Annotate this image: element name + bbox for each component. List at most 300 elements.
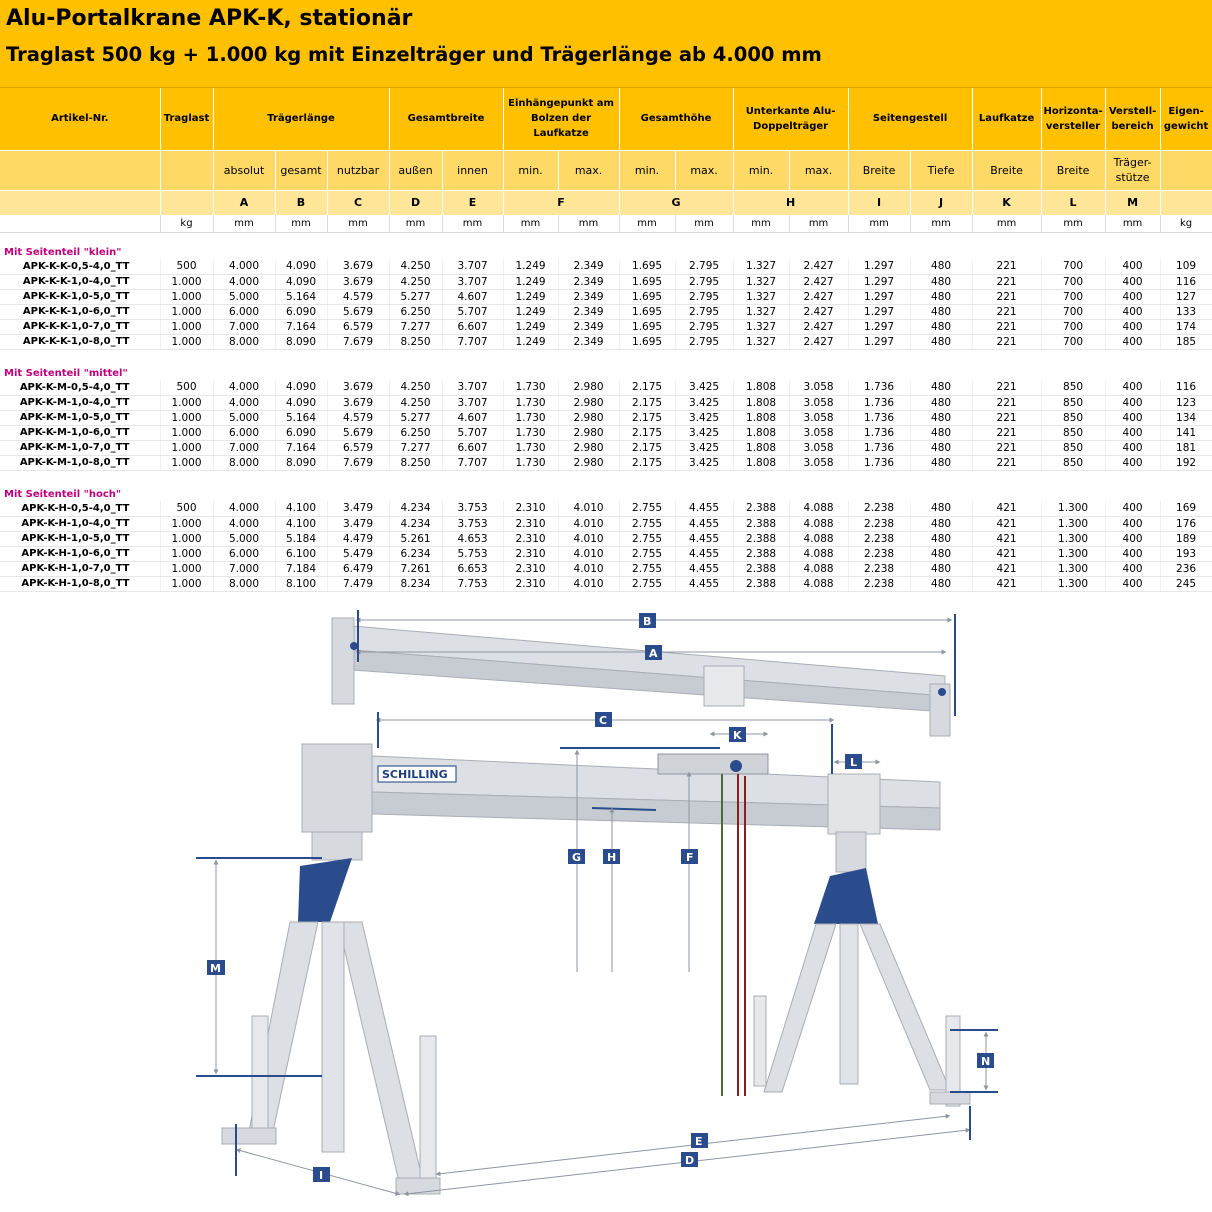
unit-cell: mm	[619, 215, 675, 232]
letter-cell	[1160, 190, 1212, 215]
table-cell: 1.808	[733, 455, 789, 470]
subheader-cell: außen	[389, 150, 442, 190]
table-cell: 4.088	[789, 576, 848, 591]
table-cell: 5.000	[213, 289, 275, 304]
table-cell: 7.184	[275, 561, 327, 576]
table-cell: 3.679	[327, 380, 389, 395]
table-cell: 480	[910, 425, 972, 440]
table-cell: 1.730	[503, 410, 558, 425]
label-l	[845, 754, 862, 769]
table-cell: 1.000	[160, 410, 213, 425]
table-cell: 6.479	[327, 561, 389, 576]
table-cell: 2.349	[558, 289, 619, 304]
svg-text:G: G	[572, 851, 582, 864]
table-cell: 3.058	[789, 395, 848, 410]
table-cell: 4.100	[275, 516, 327, 531]
subheader-cell: min.	[619, 150, 675, 190]
table-cell: 400	[1105, 455, 1160, 470]
table-cell: 1.000	[160, 531, 213, 546]
table-cell: 116	[1160, 274, 1212, 289]
table-cell: 221	[972, 410, 1041, 425]
table-cell: 4.653	[442, 531, 503, 546]
subheader-cell: Breite	[972, 150, 1041, 190]
table-cell: 7.707	[442, 455, 503, 470]
unit-cell: mm	[972, 215, 1041, 232]
table-cell: 8.090	[275, 334, 327, 349]
table-cell: 480	[910, 334, 972, 349]
table-cell: 5.184	[275, 531, 327, 546]
table-cell: 4.010	[558, 531, 619, 546]
table-cell: 3.425	[675, 440, 733, 455]
table-cell: 141	[1160, 425, 1212, 440]
label-b	[639, 613, 656, 628]
spacer-cell	[0, 232, 1212, 245]
table-cell: 6.000	[213, 546, 275, 561]
table-cell: 700	[1041, 304, 1105, 319]
table-cell: 1.808	[733, 395, 789, 410]
spec-table	[0, 88, 1212, 592]
table-cell: 7.679	[327, 334, 389, 349]
table-cell: 3.058	[789, 380, 848, 395]
table-cell: 3.707	[442, 259, 503, 274]
article-number: APK-K-H-1,0-5,0_TT	[0, 531, 160, 546]
svg-text:D: D	[685, 1154, 695, 1167]
table-cell: 3.679	[327, 259, 389, 274]
table-cell: 6.090	[275, 304, 327, 319]
letter-cell: J	[910, 190, 972, 215]
title-band	[0, 0, 1212, 88]
table-cell: 400	[1105, 410, 1160, 425]
table-cell: 6.250	[389, 304, 442, 319]
svg-text:N: N	[981, 1055, 991, 1068]
table-cell: 2.980	[558, 410, 619, 425]
letter-cell: G	[619, 190, 733, 215]
table-row	[0, 304, 1212, 319]
table-cell: 7.000	[213, 440, 275, 455]
table-cell: 3.058	[789, 440, 848, 455]
table-cell: 4.000	[213, 259, 275, 274]
table-cell: 3.753	[442, 501, 503, 516]
table-cell: 850	[1041, 410, 1105, 425]
table-row	[0, 425, 1212, 440]
table-cell: 1.000	[160, 334, 213, 349]
unit-cell: mm	[275, 215, 327, 232]
table-cell: 4.010	[558, 576, 619, 591]
table-cell: 480	[910, 501, 972, 516]
table-cell: 3.707	[442, 395, 503, 410]
section-label: Mit Seitenteil "mittel"	[4, 367, 128, 379]
table-cell: 4.579	[327, 410, 389, 425]
schilling-logo: SCHILLING	[382, 768, 448, 781]
table-cell: 2.795	[675, 319, 733, 334]
table-cell: 700	[1041, 289, 1105, 304]
subheader-cell: min.	[503, 150, 558, 190]
table-cell: 400	[1105, 425, 1160, 440]
table-cell: 5.679	[327, 304, 389, 319]
table-row	[0, 501, 1212, 516]
table-cell: 2.388	[733, 531, 789, 546]
table-cell: 480	[910, 304, 972, 319]
spacer-cell	[0, 470, 1212, 487]
table-cell: 400	[1105, 289, 1160, 304]
letter-cell: B	[275, 190, 327, 215]
table-cell: 1.249	[503, 334, 558, 349]
subheader-cell: Tiefe	[910, 150, 972, 190]
subheader-cell	[160, 150, 213, 190]
table-cell: 2.795	[675, 304, 733, 319]
table-cell: 400	[1105, 501, 1160, 516]
table-cell: 2.175	[619, 410, 675, 425]
table-cell: 192	[1160, 455, 1212, 470]
table-cell: 8.100	[275, 576, 327, 591]
table-cell: 2.427	[789, 304, 848, 319]
table-cell: 4.088	[789, 501, 848, 516]
subheader-cell: gesamt	[275, 150, 327, 190]
unit-cell: mm	[558, 215, 619, 232]
table-cell: 2.175	[619, 440, 675, 455]
table-cell: 2.238	[848, 576, 910, 591]
table-cell: 1.297	[848, 319, 910, 334]
unit-cell: mm	[1105, 215, 1160, 232]
table-cell: 1.000	[160, 516, 213, 531]
table-cell: 2.980	[558, 395, 619, 410]
table-cell: 6.234	[389, 546, 442, 561]
article-number: APK-K-M-1,0-6,0_TT	[0, 425, 160, 440]
table-cell: 1.249	[503, 319, 558, 334]
table-cell: 5.000	[213, 531, 275, 546]
table-cell: 5.707	[442, 304, 503, 319]
table-cell: 6.607	[442, 319, 503, 334]
table-cell: 480	[910, 395, 972, 410]
table-cell: 1.300	[1041, 561, 1105, 576]
unit-cell: mm	[910, 215, 972, 232]
subheader-cell: nutzbar	[327, 150, 389, 190]
table-cell: 3.679	[327, 395, 389, 410]
table-cell: 1.000	[160, 395, 213, 410]
table-cell: 221	[972, 395, 1041, 410]
table-cell: 185	[1160, 334, 1212, 349]
table-cell: 500	[160, 501, 213, 516]
table-cell: 480	[910, 440, 972, 455]
table-cell: 2.349	[558, 259, 619, 274]
table-cell: 8.250	[389, 455, 442, 470]
table-cell: 245	[1160, 576, 1212, 591]
table-cell: 2.980	[558, 455, 619, 470]
table-cell: 4.455	[675, 531, 733, 546]
table-cell: 3.425	[675, 380, 733, 395]
table-cell: 1.297	[848, 289, 910, 304]
letter-cell: M	[1105, 190, 1160, 215]
article-number: APK-K-M-1,0-8,0_TT	[0, 455, 160, 470]
table-cell: 400	[1105, 259, 1160, 274]
header-eigengewicht: Eigen-gewicht	[1160, 88, 1212, 150]
table-cell: 2.238	[848, 501, 910, 516]
table-cell: 221	[972, 440, 1041, 455]
table-cell: 4.234	[389, 516, 442, 531]
article-number: APK-K-K-1,0-6,0_TT	[0, 304, 160, 319]
label-c	[595, 712, 612, 727]
table-cell: 1.249	[503, 304, 558, 319]
table-cell: 5.707	[442, 425, 503, 440]
table-cell: 1.300	[1041, 516, 1105, 531]
table-cell: 1.000	[160, 274, 213, 289]
spacer-row	[0, 349, 1212, 366]
header-laufkatze: Laufkatze	[972, 88, 1041, 150]
table-cell: 8.090	[275, 455, 327, 470]
table-cell: 3.679	[327, 274, 389, 289]
table-row	[0, 531, 1212, 546]
letter-cell: A	[213, 190, 275, 215]
unit-cell: mm	[389, 215, 442, 232]
table-cell: 8.234	[389, 576, 442, 591]
table-cell: 1.297	[848, 334, 910, 349]
table-cell: 2.310	[503, 501, 558, 516]
table-cell: 480	[910, 576, 972, 591]
article-number: APK-K-K-1,0-5,0_TT	[0, 289, 160, 304]
table-cell: 4.607	[442, 289, 503, 304]
table-cell: 7.000	[213, 319, 275, 334]
table-cell: 480	[910, 289, 972, 304]
table-cell: 4.234	[389, 501, 442, 516]
svg-text:E: E	[695, 1135, 703, 1148]
table-cell: 1.808	[733, 380, 789, 395]
table-cell: 6.090	[275, 425, 327, 440]
table-cell: 7.277	[389, 440, 442, 455]
table-cell: 2.349	[558, 304, 619, 319]
table-cell: 2.980	[558, 440, 619, 455]
article-number: APK-K-M-0,5-4,0_TT	[0, 380, 160, 395]
table-cell: 1.000	[160, 546, 213, 561]
table-cell: 2.755	[619, 501, 675, 516]
table-cell: 850	[1041, 395, 1105, 410]
table-cell: 7.164	[275, 319, 327, 334]
table-cell: 480	[910, 546, 972, 561]
table-cell: 4.250	[389, 380, 442, 395]
table-cell: 3.425	[675, 395, 733, 410]
table-cell: 236	[1160, 561, 1212, 576]
table-cell: 421	[972, 516, 1041, 531]
table-row	[0, 561, 1212, 576]
table-cell: 400	[1105, 561, 1160, 576]
table-cell: 2.755	[619, 516, 675, 531]
label-d	[681, 1152, 698, 1167]
table-cell: 2.980	[558, 425, 619, 440]
table-cell: 480	[910, 380, 972, 395]
letter-cell: K	[972, 190, 1041, 215]
header-row-letters	[0, 190, 1212, 215]
table-cell: 4.088	[789, 531, 848, 546]
table-cell: 2.427	[789, 319, 848, 334]
section-row	[0, 487, 1212, 501]
article-number: APK-K-K-1,0-7,0_TT	[0, 319, 160, 334]
table-cell: 2.310	[503, 546, 558, 561]
table-cell: 4.010	[558, 561, 619, 576]
unit-cell: mm	[848, 215, 910, 232]
table-cell: 1.000	[160, 319, 213, 334]
table-cell: 116	[1160, 380, 1212, 395]
table-row	[0, 455, 1212, 470]
table-cell: 2.310	[503, 531, 558, 546]
table-row	[0, 516, 1212, 531]
table-cell: 2.175	[619, 395, 675, 410]
table-cell: 2.310	[503, 516, 558, 531]
header-traglast: Traglast	[160, 88, 213, 150]
unit-cell: mm	[327, 215, 389, 232]
table-cell: 134	[1160, 410, 1212, 425]
table-cell: 1.249	[503, 259, 558, 274]
table-cell: 2.349	[558, 334, 619, 349]
table-cell: 5.000	[213, 410, 275, 425]
table-cell: 1.730	[503, 395, 558, 410]
subheader-cell: max.	[789, 150, 848, 190]
subheader-cell: innen	[442, 150, 503, 190]
spacer-row	[0, 232, 1212, 245]
subheader-cell	[1160, 150, 1212, 190]
table-cell: 2.388	[733, 561, 789, 576]
table-cell: 850	[1041, 425, 1105, 440]
table-cell: 3.425	[675, 425, 733, 440]
header-traegerlaenge: Trägerlänge	[213, 88, 389, 150]
table-cell: 221	[972, 274, 1041, 289]
table-cell: 1.808	[733, 425, 789, 440]
table-cell: 4.010	[558, 516, 619, 531]
table-cell: 400	[1105, 395, 1160, 410]
table-cell: 1.000	[160, 455, 213, 470]
unit-cell: mm	[213, 215, 275, 232]
table-cell: 3.707	[442, 380, 503, 395]
table-cell: 1.695	[619, 319, 675, 334]
main-beam	[302, 744, 940, 834]
table-cell: 400	[1105, 576, 1160, 591]
table-cell: 6.653	[442, 561, 503, 576]
unit-cell: mm	[442, 215, 503, 232]
svg-text:M: M	[210, 962, 221, 975]
letter-cell: L	[1041, 190, 1105, 215]
table-cell: 2.388	[733, 576, 789, 591]
unit-cell	[0, 215, 160, 232]
table-cell: 4.000	[213, 516, 275, 531]
unit-cell: kg	[160, 215, 213, 232]
table-cell: 2.427	[789, 289, 848, 304]
table-cell: 2.795	[675, 289, 733, 304]
letter-cell: F	[503, 190, 619, 215]
table-cell: 500	[160, 259, 213, 274]
table-cell: 400	[1105, 440, 1160, 455]
table-cell: 421	[972, 531, 1041, 546]
table-cell: 700	[1041, 319, 1105, 334]
label-i	[313, 1167, 330, 1182]
table-cell: 123	[1160, 395, 1212, 410]
label-n	[977, 1053, 994, 1068]
table-cell: 700	[1041, 259, 1105, 274]
table-cell: 221	[972, 334, 1041, 349]
table-cell: 6.579	[327, 319, 389, 334]
spacer-cell	[0, 349, 1212, 366]
table-cell: 421	[972, 501, 1041, 516]
table-cell: 480	[910, 259, 972, 274]
table-cell: 2.427	[789, 259, 848, 274]
table-cell: 1.327	[733, 319, 789, 334]
table-cell: 1.730	[503, 380, 558, 395]
letter-cell: C	[327, 190, 389, 215]
table-cell: 421	[972, 576, 1041, 591]
table-cell: 1.736	[848, 380, 910, 395]
subheader-cell: max.	[558, 150, 619, 190]
letter-cell	[0, 190, 160, 215]
table-cell: 6.000	[213, 304, 275, 319]
table-row	[0, 410, 1212, 425]
table-cell: 4.000	[213, 380, 275, 395]
table-cell: 6.250	[389, 425, 442, 440]
header-einhaengepunkt: Einhängepunkt am Bolzen der Laufkatze	[503, 88, 619, 150]
article-number: APK-K-K-1,0-8,0_TT	[0, 334, 160, 349]
table-cell: 221	[972, 380, 1041, 395]
table-cell: 1.327	[733, 274, 789, 289]
label-a	[645, 645, 662, 660]
table-cell: 1.249	[503, 289, 558, 304]
table-row	[0, 576, 1212, 591]
table-cell: 2.238	[848, 531, 910, 546]
article-number: APK-K-H-1,0-8,0_TT	[0, 576, 160, 591]
table-cell: 2.427	[789, 274, 848, 289]
subheader-cell: min.	[733, 150, 789, 190]
article-number: APK-K-M-1,0-5,0_TT	[0, 410, 160, 425]
table-row	[0, 334, 1212, 349]
article-number: APK-K-H-1,0-6,0_TT	[0, 546, 160, 561]
subheader-cell: max.	[675, 150, 733, 190]
svg-text:H: H	[607, 851, 617, 864]
header-unterkante: Unterkante Alu-Doppelträger	[733, 88, 848, 150]
unit-cell: mm	[503, 215, 558, 232]
section-row	[0, 245, 1212, 259]
unit-cell: mm	[1041, 215, 1105, 232]
table-cell: 2.795	[675, 334, 733, 349]
table-cell: 3.058	[789, 425, 848, 440]
table-cell: 5.479	[327, 546, 389, 561]
label-m	[207, 960, 225, 975]
letter-cell	[160, 190, 213, 215]
table-cell: 4.000	[213, 395, 275, 410]
table-cell: 2.755	[619, 561, 675, 576]
table-cell: 6.100	[275, 546, 327, 561]
table-cell: 221	[972, 289, 1041, 304]
table-cell: 1.300	[1041, 531, 1105, 546]
table-cell: 480	[910, 410, 972, 425]
table-cell: 1.808	[733, 440, 789, 455]
table-cell: 2.388	[733, 546, 789, 561]
page-title: Alu-Portalkrane APK-K, stationär	[6, 6, 413, 31]
label-h	[603, 849, 620, 864]
table-cell: 2.795	[675, 259, 733, 274]
section-label: Mit Seitenteil "hoch"	[4, 488, 122, 500]
table-cell: 480	[910, 561, 972, 576]
table-cell: 4.000	[213, 274, 275, 289]
table-cell: 181	[1160, 440, 1212, 455]
table-cell: 1.000	[160, 561, 213, 576]
top-beam	[332, 618, 950, 736]
table-cell: 1.249	[503, 274, 558, 289]
table-cell: 3.058	[789, 455, 848, 470]
table-cell: 480	[910, 319, 972, 334]
table-cell: 1.730	[503, 455, 558, 470]
table-cell: 1.695	[619, 274, 675, 289]
table-cell: 1.736	[848, 395, 910, 410]
table-row	[0, 440, 1212, 455]
table-cell: 4.000	[213, 501, 275, 516]
table-cell: 421	[972, 561, 1041, 576]
subheader-cell	[0, 150, 160, 190]
table-cell: 5.753	[442, 546, 503, 561]
